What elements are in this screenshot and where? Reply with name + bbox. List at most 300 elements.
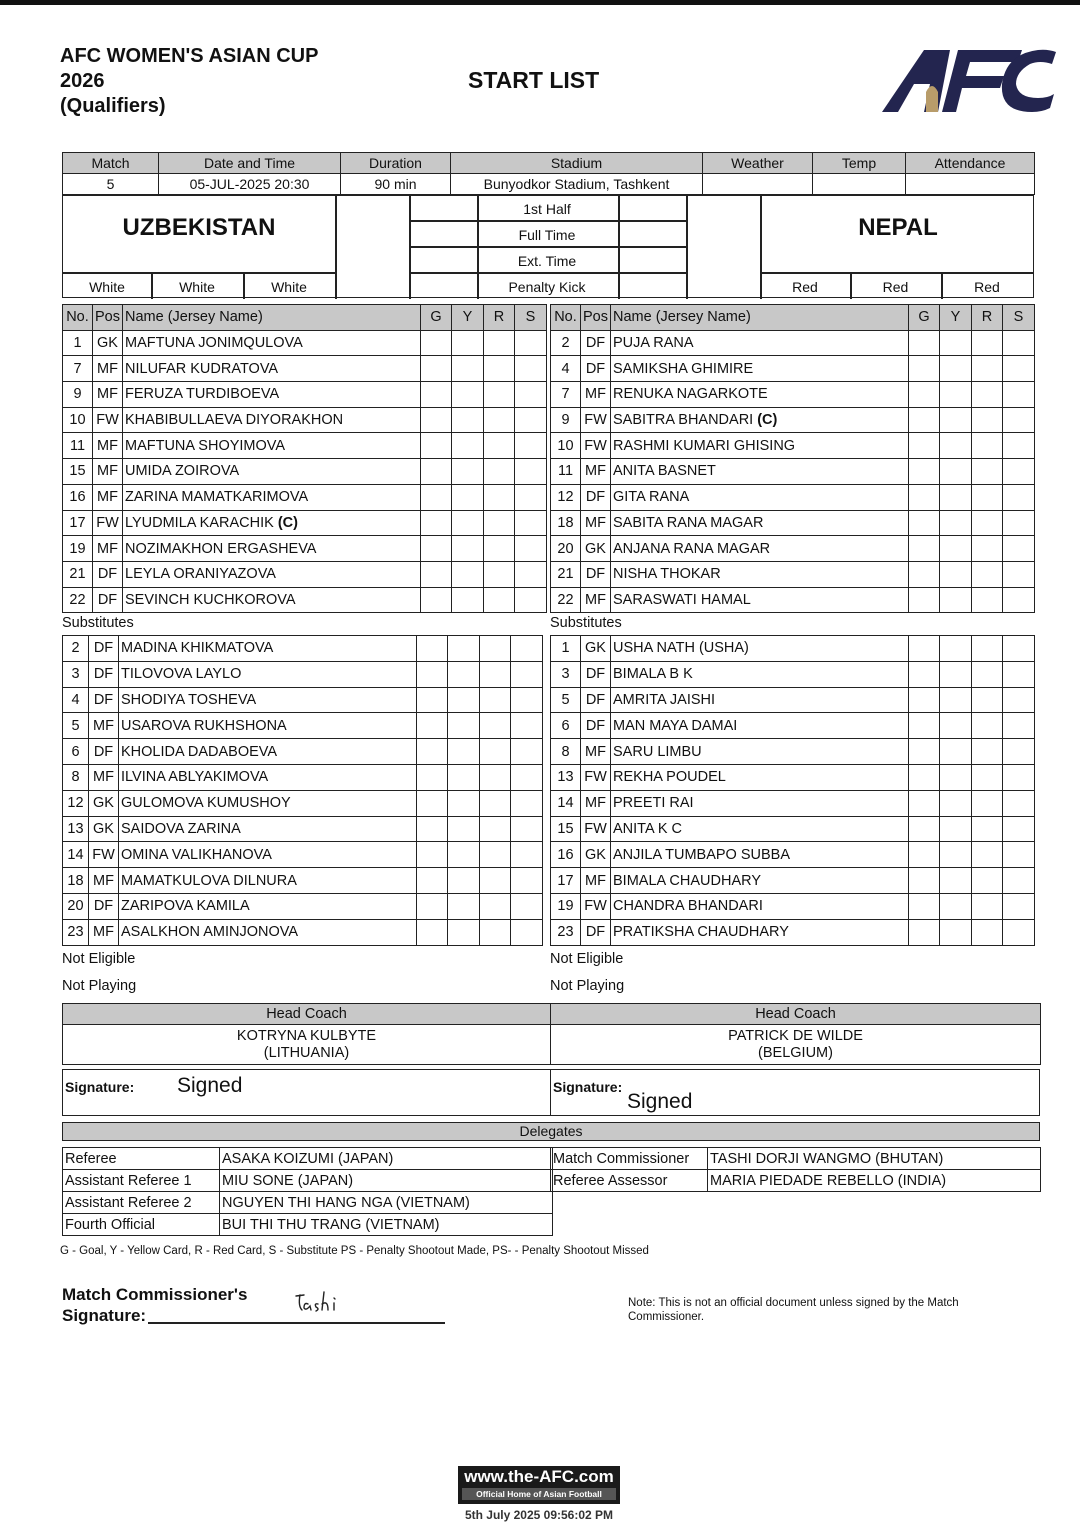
away-coach-name: PATRICK DE WILDE [728, 1027, 863, 1044]
col-goal: G [909, 305, 940, 331]
goal-cell [417, 713, 448, 739]
player-number: 14 [63, 842, 89, 868]
red-card-cell [480, 868, 511, 894]
delegates-left-table [62, 1147, 553, 1236]
player-number: 4 [551, 356, 581, 382]
goal-cell [417, 790, 448, 816]
substitute-cell [1003, 893, 1035, 919]
red-card-cell [972, 330, 1003, 356]
delegate-name: NGUYEN THI HANG NGA (VIETNAM) [220, 1192, 553, 1214]
player-name: CHANDRA BHANDARI [611, 893, 909, 919]
goal-cell [909, 919, 940, 945]
delegate-name: MIU SONE (JAPAN) [220, 1170, 553, 1192]
yellow-card-cell [940, 713, 972, 739]
player-number: 10 [551, 433, 581, 459]
player-position: MF [93, 382, 123, 408]
home-signature-box [62, 1069, 551, 1116]
substitute-row [551, 842, 1035, 868]
substitute-row [63, 739, 543, 765]
player-name-text: NILUFAR KUDRATOVA [125, 360, 279, 377]
substitute-cell [1003, 536, 1035, 562]
substitute-row [63, 636, 543, 662]
substitute-row [63, 816, 543, 842]
yellow-card-cell [940, 842, 972, 868]
player-name [123, 587, 421, 613]
match-weather [703, 174, 813, 195]
player-number: 18 [551, 510, 581, 536]
player-name: GULOMOVA KUMUSHOY [119, 790, 417, 816]
player-name: SAIDOVA ZARINA [119, 816, 417, 842]
red-card-cell [972, 919, 1003, 945]
document-title: START LIST [468, 67, 600, 93]
yellow-card-cell [940, 790, 972, 816]
home-head-coach-header: Head Coach [63, 1004, 551, 1025]
substitute-cell [515, 510, 547, 536]
col-name: Name (Jersey Name) [123, 305, 421, 331]
full-time-label: Full Time [518, 227, 576, 243]
player-number: 17 [63, 510, 93, 536]
goal-cell [417, 687, 448, 713]
goal-cell [417, 893, 448, 919]
player-name [123, 536, 421, 562]
player-number: 18 [63, 868, 89, 894]
yellow-card-cell [940, 661, 972, 687]
captain-badge: (C) [757, 412, 778, 429]
player-number: 5 [63, 713, 89, 739]
player-name-text: FERUZA TURDIBOEVA [125, 386, 280, 403]
player-name-text: MAFTUNA JONIMQULOVA [125, 335, 303, 352]
player-number: 13 [63, 816, 89, 842]
substitute-row [63, 687, 543, 713]
away-coach-country: (BELGIUM) [758, 1044, 833, 1061]
yellow-card-cell [448, 919, 480, 945]
away-not-eligible-label: Not Eligible [550, 951, 624, 967]
player-name [123, 330, 421, 356]
yellow-card-cell [448, 764, 480, 790]
goal-cell [909, 764, 940, 790]
delegate-role: Assistant Referee 1 [63, 1170, 220, 1192]
yellow-card-cell [452, 356, 484, 382]
player-name: SARU LIMBU [611, 739, 909, 765]
yellow-card-cell [452, 330, 484, 356]
home-starters-table [62, 304, 547, 613]
player-number: 7 [551, 382, 581, 408]
red-card-cell [972, 739, 1003, 765]
player-name [611, 330, 909, 356]
player-number: 12 [63, 790, 89, 816]
player-position: GK [581, 636, 611, 662]
red-card-cell [484, 433, 515, 459]
red-card-cell [484, 407, 515, 433]
red-card-cell [480, 764, 511, 790]
player-name-text: MAFTUNA SHOYIMOVA [125, 437, 286, 454]
substitute-row [551, 919, 1035, 945]
delegate-row [551, 1148, 1041, 1170]
player-row [551, 407, 1035, 433]
substitute-row [63, 842, 543, 868]
red-card-cell [484, 587, 515, 613]
player-position: GK [581, 842, 611, 868]
substitute-cell [1003, 356, 1035, 382]
goal-cell [421, 587, 452, 613]
substitute-cell [515, 536, 547, 562]
substitute-cell [1003, 587, 1035, 613]
substitute-row [63, 893, 543, 919]
yellow-card-cell [452, 407, 484, 433]
delegate-row [63, 1170, 553, 1192]
yellow-card-cell [452, 382, 484, 408]
goal-cell [421, 330, 452, 356]
substitute-cell [1003, 764, 1035, 790]
red-card-cell [484, 510, 515, 536]
commissioner-signature-label-1: Match Commissioner's [62, 1285, 248, 1304]
goal-cell [909, 636, 940, 662]
substitute-row [63, 764, 543, 790]
goal-cell [421, 382, 452, 408]
player-row [63, 433, 547, 459]
player-position: FW [581, 893, 611, 919]
substitute-cell [515, 459, 547, 485]
goal-cell [909, 382, 940, 408]
substitute-row [551, 868, 1035, 894]
yellow-card-cell [940, 561, 972, 587]
player-number: 19 [551, 893, 581, 919]
player-position: FW [581, 816, 611, 842]
temp-header: Temp [813, 153, 906, 174]
yellow-card-cell [940, 459, 972, 485]
player-row [63, 587, 547, 613]
yellow-card-cell [452, 459, 484, 485]
player-name-text: SARASWATI HAMAL [613, 591, 751, 608]
goal-cell [909, 587, 940, 613]
match-info-header-row [63, 153, 1035, 174]
player-position: DF [89, 893, 119, 919]
home-signature-value: Signed [177, 1074, 243, 1097]
substitute-cell [1003, 868, 1035, 894]
goal-cell [909, 893, 940, 919]
red-card-cell [480, 919, 511, 945]
player-name: REKHA POUDEL [611, 764, 909, 790]
player-number: 23 [63, 919, 89, 945]
player-name-text: UMIDA ZOIROVA [125, 463, 240, 480]
player-row [551, 382, 1035, 408]
red-card-cell [972, 816, 1003, 842]
substitute-cell [511, 790, 543, 816]
substitute-cell [1003, 842, 1035, 868]
red-card-cell [480, 713, 511, 739]
goal-cell [909, 713, 940, 739]
away-signature-value: Signed [627, 1090, 693, 1113]
yellow-card-cell [940, 587, 972, 613]
top-border [0, 0, 1080, 5]
yellow-card-cell [452, 510, 484, 536]
player-name-text: NOZIMAKHON ERGASHEVA [125, 540, 317, 557]
player-position: MF [93, 356, 123, 382]
away-not-playing-label: Not Playing [550, 978, 625, 994]
delegate-name: ASAKA KOIZUMI (JAPAN) [220, 1148, 553, 1170]
player-position: DF [581, 484, 611, 510]
substitute-cell [1003, 661, 1035, 687]
player-name [611, 587, 909, 613]
player-name-text: NISHA THOKAR [613, 566, 721, 583]
player-row [63, 330, 547, 356]
player-position: DF [89, 739, 119, 765]
player-name [611, 356, 909, 382]
goal-cell [417, 919, 448, 945]
delegate-role: Match Commissioner [551, 1148, 708, 1170]
player-name: TILOVOVA LAYLO [119, 661, 417, 687]
yellow-card-cell [448, 816, 480, 842]
player-name-text: ANITA BASNET [613, 463, 716, 480]
player-position: MF [93, 433, 123, 459]
delegate-role: Referee [63, 1148, 220, 1170]
goal-cell [421, 536, 452, 562]
substitute-cell [1003, 382, 1035, 408]
player-row [551, 561, 1035, 587]
substitute-cell [515, 484, 547, 510]
player-name [123, 407, 421, 433]
goal-cell [417, 661, 448, 687]
substitute-cell [511, 687, 543, 713]
yellow-card-cell [940, 356, 972, 382]
player-position: MF [581, 382, 611, 408]
yellow-card-cell [448, 687, 480, 713]
substitute-row [551, 713, 1035, 739]
col-pos: Pos [581, 305, 611, 331]
player-position: DF [89, 687, 119, 713]
home-not-playing-label: Not Playing [62, 978, 137, 994]
player-number: 12 [551, 484, 581, 510]
delegate-role: Fourth Official [63, 1214, 220, 1236]
red-card-cell [972, 484, 1003, 510]
goal-cell [421, 484, 452, 510]
player-position: DF [581, 687, 611, 713]
yellow-card-cell [940, 536, 972, 562]
yellow-card-cell [448, 790, 480, 816]
player-position: GK [93, 330, 123, 356]
red-card-cell [972, 459, 1003, 485]
player-row [551, 536, 1035, 562]
substitute-cell [511, 661, 543, 687]
player-name: MAMATKULOVA DILNURA [119, 868, 417, 894]
red-card-cell [972, 790, 1003, 816]
yellow-card-cell [940, 893, 972, 919]
substitute-cell [1003, 510, 1035, 536]
substitute-cell [511, 919, 543, 945]
player-number: 21 [551, 561, 581, 587]
substitute-row [551, 893, 1035, 919]
match-temp [813, 174, 906, 195]
yellow-card-cell [940, 510, 972, 536]
website-url: www.the-AFC.com [464, 1467, 614, 1486]
goal-cell [417, 868, 448, 894]
print-timestamp: 5th July 2025 09:56:02 PM [464, 1508, 614, 1522]
player-name: MAN MAYA DAMAI [611, 713, 909, 739]
substitute-cell [515, 382, 547, 408]
player-number: 23 [551, 919, 581, 945]
player-name [611, 407, 909, 433]
player-name-text: SABITA RANA MAGAR [613, 514, 764, 531]
player-position: FW [581, 407, 611, 433]
away-starters-table [550, 304, 1035, 613]
goal-cell [421, 510, 452, 536]
player-number: 4 [63, 687, 89, 713]
col-name: Name (Jersey Name) [611, 305, 909, 331]
delegates-header: Delegates [62, 1122, 1040, 1141]
player-number: 7 [63, 356, 93, 382]
player-name: AMRITA JAISHI [611, 687, 909, 713]
red-card-cell [972, 893, 1003, 919]
player-row [63, 561, 547, 587]
red-card-cell [972, 561, 1003, 587]
col-pos: Pos [93, 305, 123, 331]
red-card-cell [484, 356, 515, 382]
substitute-row [63, 868, 543, 894]
player-name [611, 433, 909, 459]
goal-cell [417, 636, 448, 662]
player-position: MF [93, 459, 123, 485]
goal-cell [909, 459, 940, 485]
player-name: ASALKHON AMINJONOVA [119, 919, 417, 945]
substitute-cell [1003, 739, 1035, 765]
substitute-cell [1003, 561, 1035, 587]
red-card-cell [972, 407, 1003, 433]
player-name [123, 561, 421, 587]
red-card-cell [484, 484, 515, 510]
substitute-cell [515, 356, 547, 382]
home-coach-name: KOTRYNA KULBYTE [236, 1027, 377, 1044]
player-position: MF [581, 739, 611, 765]
player-position: DF [89, 661, 119, 687]
home-signature-label: Signature: [65, 1079, 135, 1095]
player-position: FW [581, 764, 611, 790]
col-sub: S [515, 305, 547, 331]
col-goal: G [421, 305, 452, 331]
yellow-card-cell [940, 484, 972, 510]
player-number: 21 [63, 561, 93, 587]
player-number: 15 [551, 816, 581, 842]
delegate-row [551, 1170, 1041, 1192]
substitute-cell [1003, 484, 1035, 510]
player-row [551, 356, 1035, 382]
yellow-card-cell [940, 433, 972, 459]
website-tagline: Official Home of Asian Football [462, 1488, 616, 1500]
red-card-cell [480, 842, 511, 868]
red-card-cell [480, 661, 511, 687]
away-substitutes-table [550, 635, 1035, 946]
stadium-header: Stadium [451, 153, 703, 174]
player-name: OMINA VALIKHANOVA [119, 842, 417, 868]
red-card-cell [480, 687, 511, 713]
player-position: DF [581, 561, 611, 587]
datetime-header: Date and Time [159, 153, 341, 174]
delegate-role: Assistant Referee 2 [63, 1192, 220, 1214]
head-coach-table [62, 1003, 1041, 1065]
player-number: 9 [551, 407, 581, 433]
away-starters-header [551, 305, 1035, 331]
player-name-text: LEYLA ORANIYAZOVA [125, 566, 276, 583]
player-position: FW [93, 407, 123, 433]
official-note: Note: This is not an official document unless signed by the Match Commissioner. [628, 1297, 959, 1323]
delegates-right-table [550, 1147, 1041, 1192]
goal-cell [909, 661, 940, 687]
substitute-row [63, 919, 543, 945]
player-position: DF [581, 713, 611, 739]
red-card-cell [972, 764, 1003, 790]
red-card-cell [972, 687, 1003, 713]
player-name: ZARIPOVA KAMILA [119, 893, 417, 919]
player-name [611, 510, 909, 536]
yellow-card-cell [452, 561, 484, 587]
substitute-cell [1003, 790, 1035, 816]
substitute-cell [511, 764, 543, 790]
goal-cell [909, 433, 940, 459]
player-number: 14 [551, 790, 581, 816]
captain-badge: (C) [277, 514, 298, 531]
substitute-cell [515, 433, 547, 459]
substitute-cell [511, 636, 543, 662]
match-number: 5 [63, 174, 159, 195]
goal-cell [909, 356, 940, 382]
player-name: ANJILA TUMBAPO SUBBA [611, 842, 909, 868]
yellow-card-cell [940, 868, 972, 894]
substitute-row [551, 636, 1035, 662]
player-row [551, 459, 1035, 485]
player-position: MF [89, 919, 119, 945]
home-starters-header [63, 305, 547, 331]
substitute-cell [511, 739, 543, 765]
player-number: 19 [63, 536, 93, 562]
yellow-card-cell [448, 713, 480, 739]
red-card-cell [972, 356, 1003, 382]
player-row [63, 382, 547, 408]
player-number: 3 [63, 661, 89, 687]
player-number: 20 [63, 893, 89, 919]
match-attendance [906, 174, 1035, 195]
goal-cell [909, 561, 940, 587]
player-number: 17 [551, 868, 581, 894]
player-row [63, 407, 547, 433]
player-row [551, 484, 1035, 510]
player-name: MADINA KHIKMATOVA [119, 636, 417, 662]
player-number: 20 [551, 536, 581, 562]
goal-cell [909, 790, 940, 816]
player-name [123, 433, 421, 459]
goal-cell [421, 407, 452, 433]
substitute-row [551, 816, 1035, 842]
home-socks-color: White [271, 279, 307, 295]
player-position: MF [581, 459, 611, 485]
substitute-row [63, 713, 543, 739]
player-number: 8 [63, 764, 89, 790]
goal-cell [421, 561, 452, 587]
player-name-text: SABITRA BHANDARI [613, 412, 754, 429]
substitute-cell [511, 842, 543, 868]
goal-cell [909, 842, 940, 868]
delegate-row [63, 1192, 553, 1214]
player-name: USAROVA RUKHSHONA [119, 713, 417, 739]
yellow-card-cell [940, 816, 972, 842]
player-position: MF [581, 510, 611, 536]
player-row [551, 510, 1035, 536]
substitute-cell [515, 407, 547, 433]
duration-header: Duration [341, 153, 451, 174]
yellow-card-cell [448, 842, 480, 868]
yellow-card-cell [940, 687, 972, 713]
substitute-cell [515, 561, 547, 587]
yellow-card-cell [452, 433, 484, 459]
red-card-cell [972, 713, 1003, 739]
